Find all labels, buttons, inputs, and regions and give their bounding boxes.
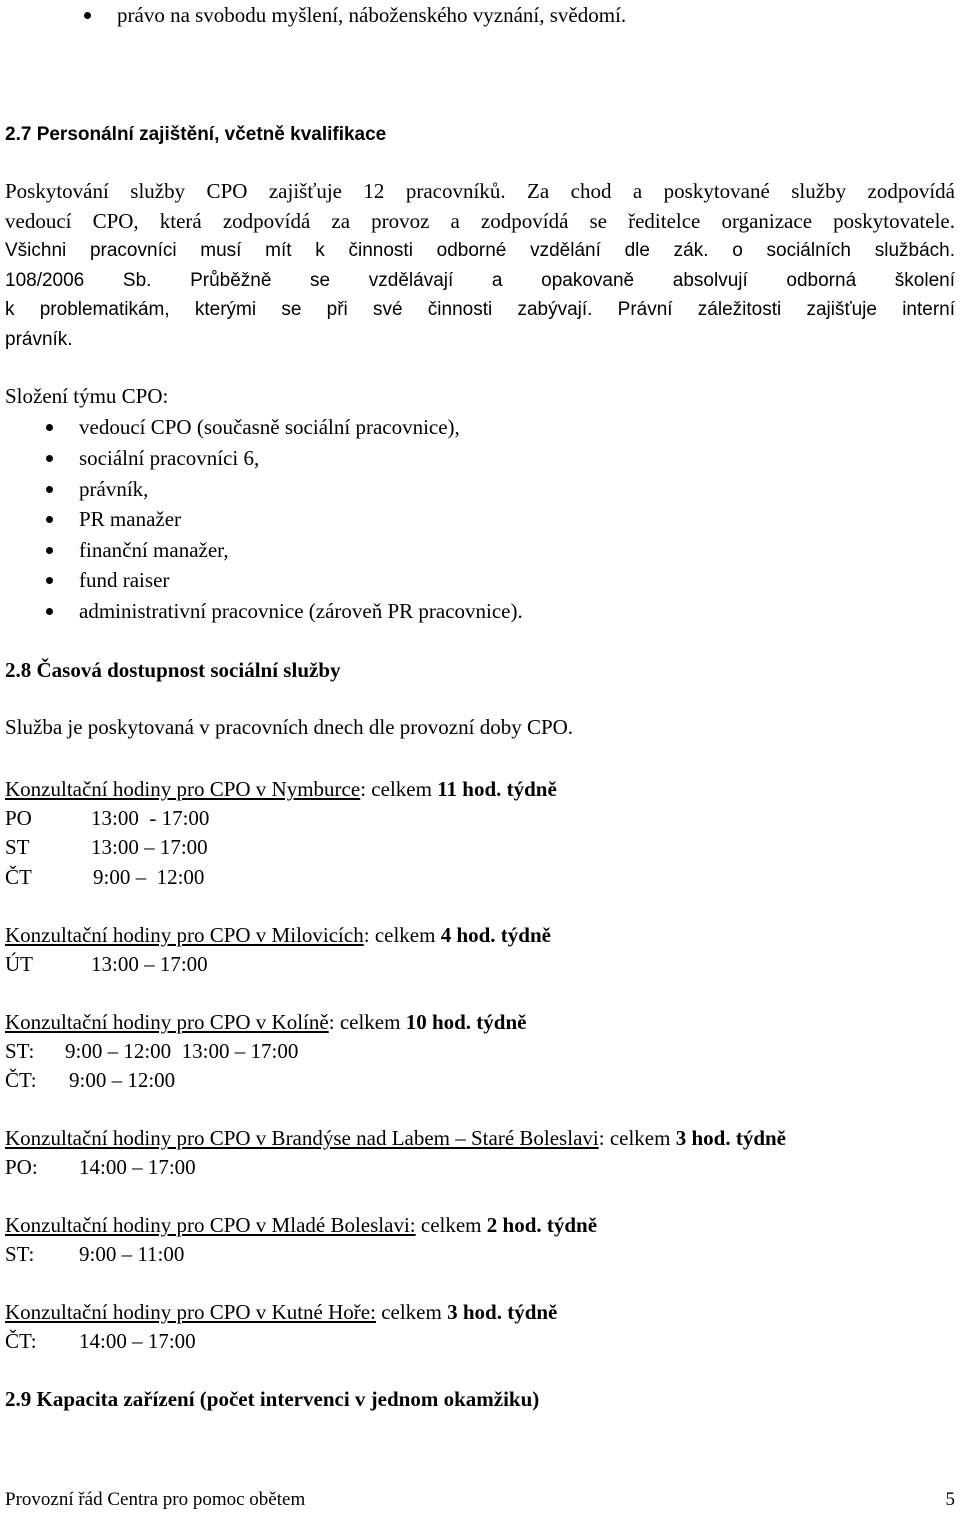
- day-label: ST: [5, 835, 30, 859]
- hours-block-title: Konzultační hodiny pro CPO v Mladé Boleslavi: celkem 2 hod. týdně: [5, 1213, 598, 1237]
- hours-value: 14:00 – 17:00: [79, 1155, 196, 1179]
- day-label: ČT:: [5, 1329, 37, 1353]
- hours-block-title: Konzultační hodiny pro CPO v Nymburce: celkem 11 hod. týdně: [5, 777, 557, 801]
- list-item-text: sociální pracovníci 6,: [79, 446, 260, 470]
- hours-value: 9:00 – 12:00: [69, 1068, 176, 1092]
- weekly-hours: 11 hod. týdně: [437, 777, 557, 801]
- paragraph-line: právník.: [5, 329, 73, 350]
- bullet-icon: [84, 12, 91, 19]
- list-item-text: právo na svobodu myšlení, náboženského vyznání, svědomí.: [117, 3, 627, 27]
- day-label: ÚT: [5, 952, 33, 976]
- weekly-hours: 3 hod. týdně: [447, 1300, 558, 1324]
- list-item: [79, 476, 148, 502]
- day-label: PO: [5, 806, 32, 830]
- footer-title: Provozní řád Centra pro pomoc obětem: [5, 1489, 306, 1510]
- day-label: PO:: [5, 1155, 38, 1179]
- paragraph-line: Všichni pracovníci musí mít k činnosti odborné vzdělání dle zák. o sociálních službách.: [5, 240, 955, 261]
- bullet-icon: [46, 455, 53, 462]
- hours-value: 13:00 – 17:00: [91, 835, 208, 859]
- location-title: Konzultační hodiny pro CPO v Brandýse nad Labem – Staré Boleslavi: [5, 1126, 599, 1150]
- location-title: Konzultační hodiny pro CPO v Kutné Hoře:: [5, 1300, 376, 1324]
- list-item: [79, 567, 169, 593]
- section-heading: 2.9 Kapacita zařízení (počet intervenci v jednom okamžiku): [5, 1387, 540, 1411]
- weekly-hours: 2 hod. týdně: [486, 1213, 598, 1237]
- hours-value: 13:00 – 17:00: [91, 952, 208, 976]
- location-title: Konzultační hodiny pro CPO v Milovicích: [5, 923, 364, 947]
- hours-value: 14:00 – 17:00: [79, 1329, 196, 1353]
- hours-block-title: Konzultační hodiny pro CPO v Kolíně: celkem 10 hod. týdně: [5, 1010, 527, 1034]
- bullet-icon: [46, 486, 53, 493]
- hours-value: 9:00 – 12:00: [93, 865, 205, 889]
- hours-value: 9:00 – 11:00: [79, 1242, 185, 1266]
- list-item: [79, 445, 259, 471]
- hours-block-title: Konzultační hodiny pro CPO v Kutné Hoře: celkem 3 hod. týdně: [5, 1300, 558, 1324]
- weekly-hours: 10 hod. týdně: [405, 1010, 527, 1034]
- paragraph-line: 108/2006 Sb. Průběžně se vzdělávají a opakovaně absolvují odborná školení: [5, 270, 955, 291]
- paragraph-line: k problematikám, kterými se při své činnosti zabývají. Právní záležitosti zajišťuje interní: [5, 299, 955, 320]
- section-heading: 2.7 Personální zajištění, včetně kvalifikace: [5, 124, 387, 145]
- hours-value: 13:00 - 17:00: [91, 806, 210, 830]
- section-heading: 2.8 Časová dostupnost sociální služby: [5, 658, 341, 682]
- list-item: [79, 506, 181, 532]
- bullet-icon: [46, 547, 53, 554]
- bullet-icon: [46, 516, 53, 523]
- list-item-text: PR manažer: [79, 507, 182, 531]
- list-item-text: vedoucí CPO (současně sociální pracovnice),: [79, 415, 460, 439]
- hours-value: 9:00 – 12:00 13:00 – 17:00: [65, 1039, 299, 1063]
- paragraph-line: vedoucí CPO, která zodpovídá za provoz a zodpovídá se ředitelce organizace poskytovatele.: [5, 209, 955, 233]
- team-label: Složení týmu CPO:: [5, 384, 169, 408]
- page-number: 5: [945, 1489, 955, 1510]
- list-item: [79, 598, 523, 624]
- list-item: [79, 537, 229, 563]
- bullet-icon: [46, 608, 53, 615]
- weekly-hours: 4 hod. týdně: [440, 923, 551, 947]
- hours-block-title: Konzultační hodiny pro CPO v Brandýse nad Labem – Staré Boleslavi: celkem 3 hod. týdně: [5, 1126, 786, 1150]
- day-label: ST:: [5, 1242, 35, 1266]
- list-item-text: finanční manažer,: [79, 538, 229, 562]
- list-item-text: právník,: [79, 477, 149, 501]
- list-item: [117, 2, 626, 28]
- location-title: Konzultační hodiny pro CPO v Nymburce: [5, 777, 361, 801]
- day-label: ST:: [5, 1039, 35, 1063]
- paragraph-line: Poskytování služby CPO zajišťuje 12 pracovníků. Za chod a poskytované služby zodpovídá: [5, 179, 955, 203]
- hours-block-title: Konzultační hodiny pro CPO v Milovicích: celkem 4 hod. týdně: [5, 923, 551, 947]
- bullet-icon: [46, 424, 53, 431]
- weekly-hours: 3 hod. týdně: [675, 1126, 786, 1150]
- location-title: Konzultační hodiny pro CPO v Kolíně: [5, 1010, 329, 1034]
- day-label: ČT:: [5, 1068, 37, 1092]
- day-label: ČT: [5, 865, 32, 889]
- bullet-icon: [46, 577, 53, 584]
- list-item-text: fund raiser: [79, 568, 170, 592]
- location-title: Konzultační hodiny pro CPO v Mladé Boleslavi:: [5, 1213, 416, 1237]
- list-item: [79, 414, 460, 440]
- list-item-text: administrativní pracovnice (zároveň PR pracovnice).: [79, 599, 523, 623]
- paragraph-line: Služba je poskytovaná v pracovních dnech dle provozní doby CPO.: [5, 715, 574, 739]
